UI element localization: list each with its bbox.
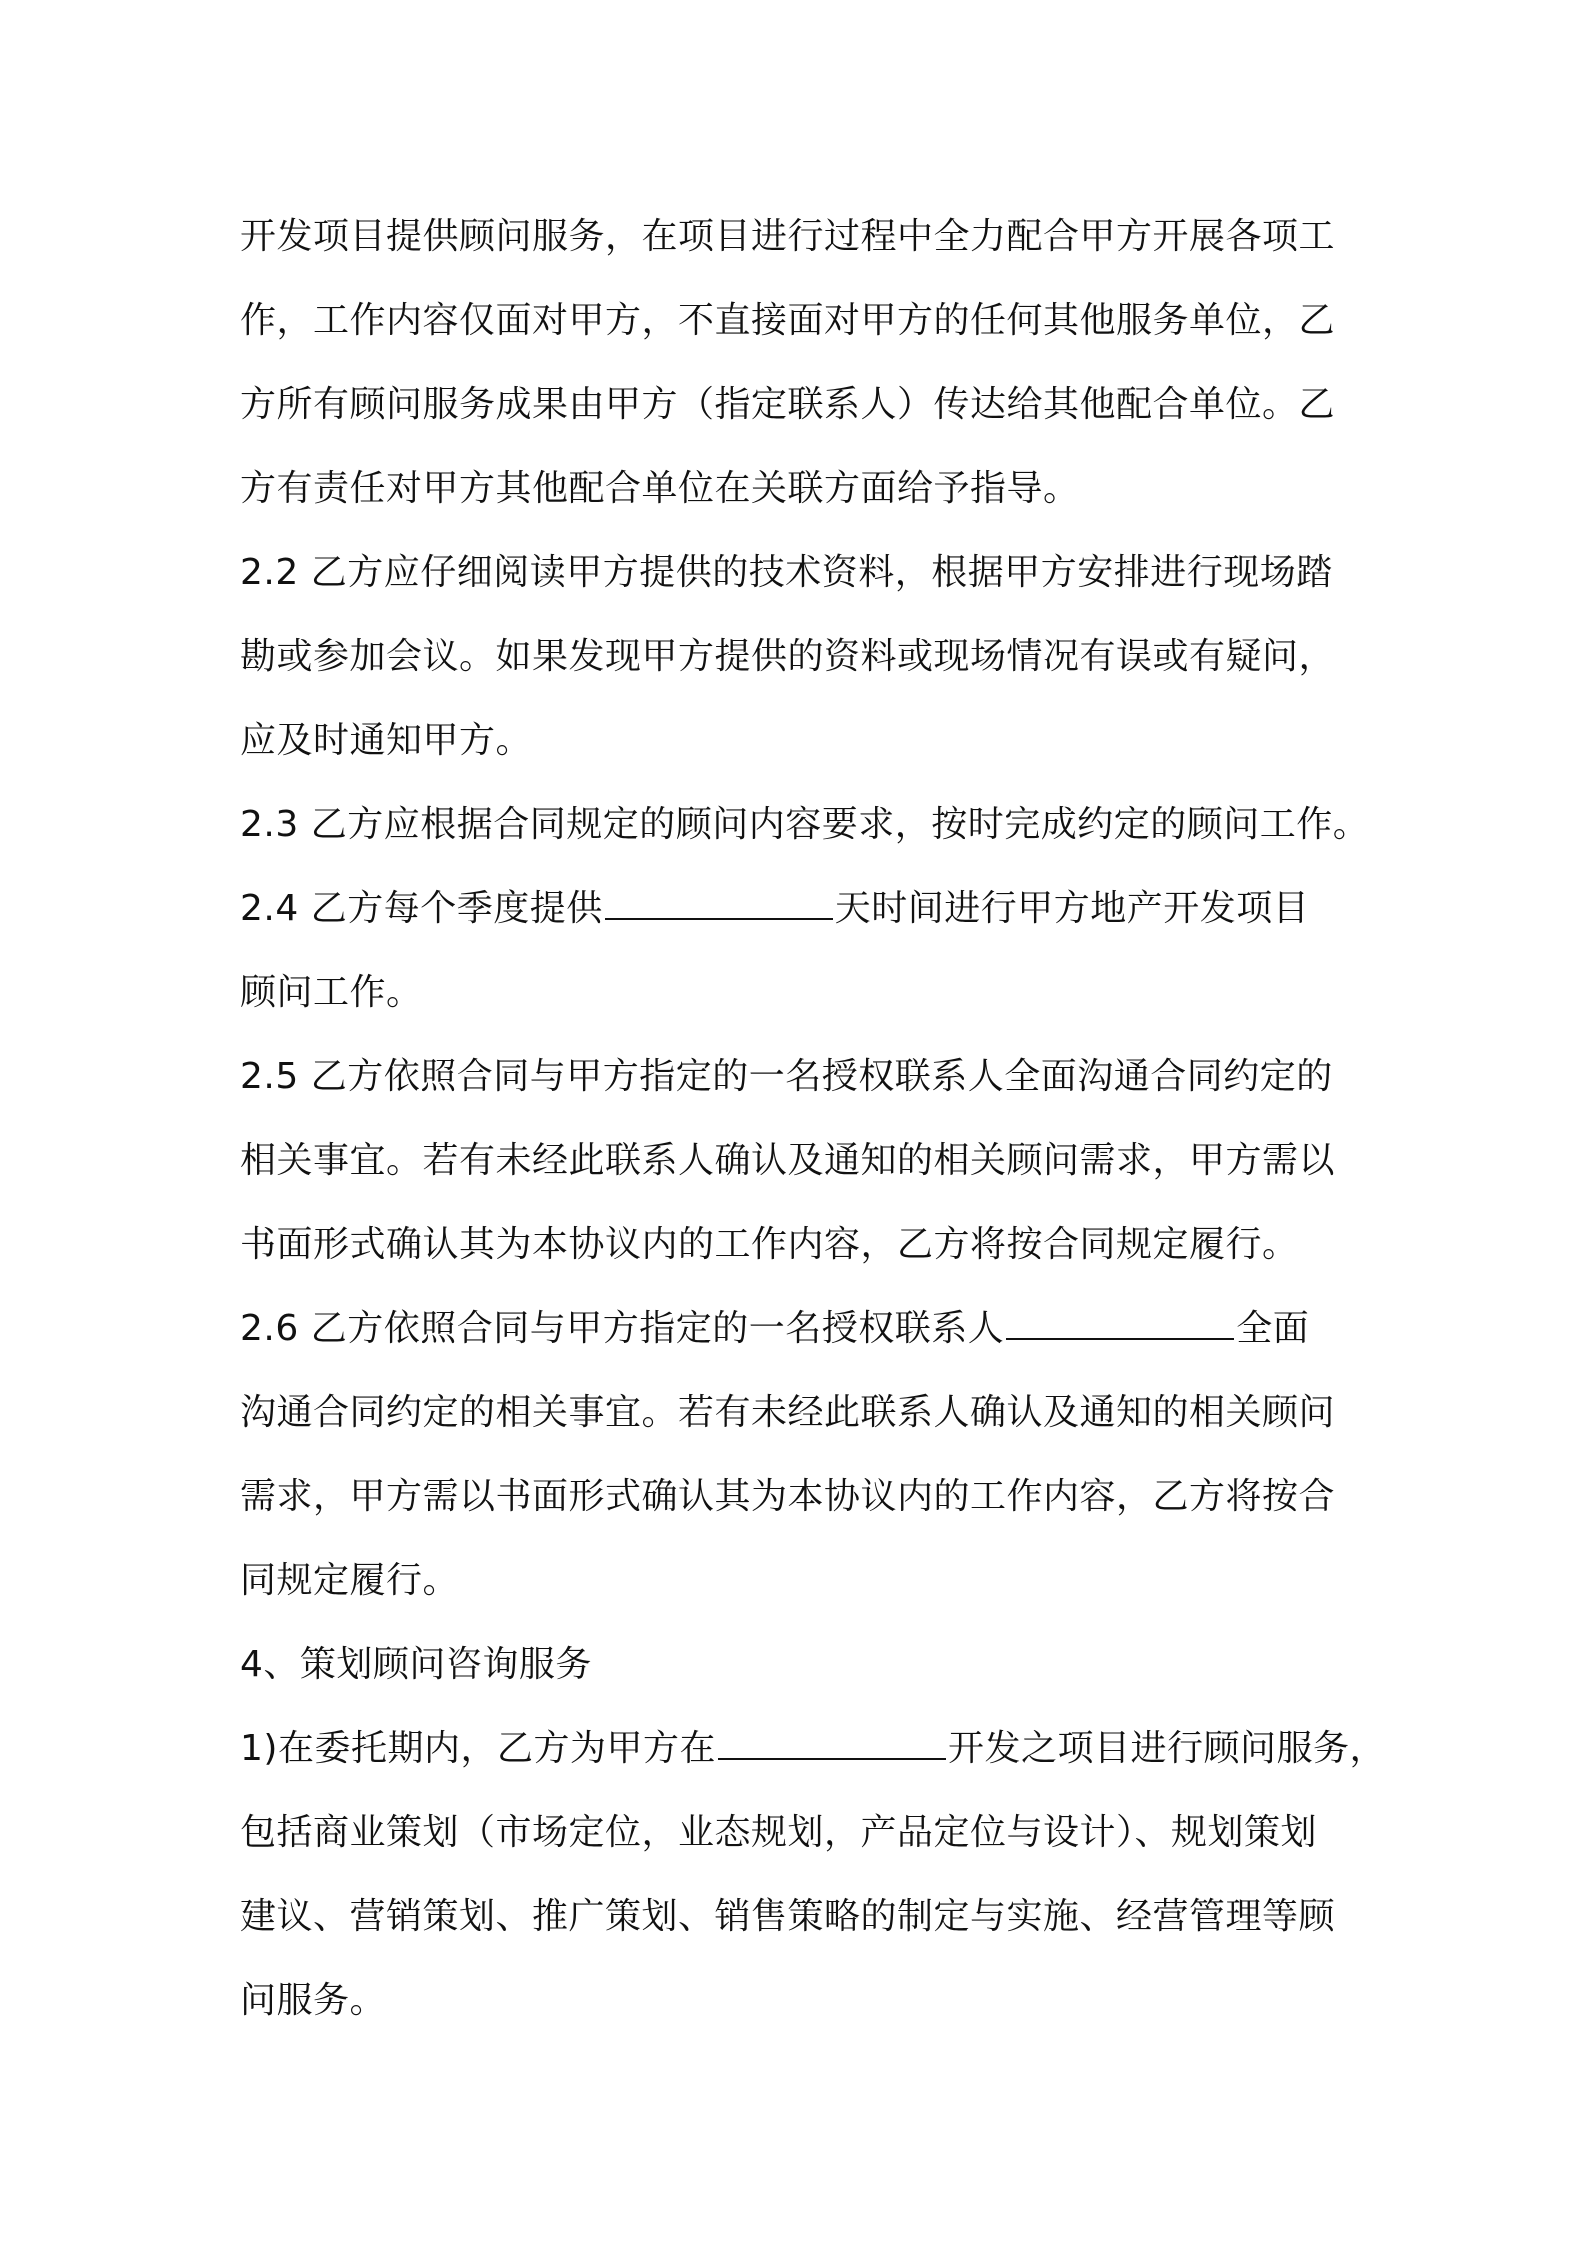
- item-1-line: [240, 1707, 1386, 1791]
- document-body: [240, 195, 1386, 2043]
- item-1-text-after: 开发之项目进行顾问服务，: [947, 1728, 1386, 1769]
- text-line: 需求，甲方需以书面形式确认其为本协议内的工作内容，乙方将按合: [240, 1476, 1336, 1517]
- text-line: 建议、营销策划、推广策划、销售策略的制定与实施、经营管理等顾: [240, 1896, 1336, 1937]
- fill-in-blank-contact: [1006, 1310, 1234, 1340]
- text-line: 包括商业策划（市场定位，业态规划，产品定位与设计）、规划策划: [240, 1812, 1318, 1853]
- clause-2-6-text-after: 全面: [1236, 1308, 1310, 1349]
- section-4-heading: 4、策划顾问咨询服务: [240, 1644, 592, 1685]
- text-line: 开发项目提供顾问服务，在项目进行过程中全力配合甲方开展各项工: [240, 216, 1336, 257]
- text-line: 同规定履行。: [240, 1560, 460, 1601]
- clause-2-3-line: 2.3 乙方应根据合同规定的顾问内容要求，按时完成约定的顾问工作。: [240, 804, 1370, 845]
- fill-in-blank-location: [718, 1730, 946, 1760]
- text-line: 应及时通知甲方。: [240, 720, 533, 761]
- clause-2-6-text-before: 2.6 乙方依照合同与甲方指定的一名授权联系人: [240, 1308, 1005, 1349]
- text-line: 问服务。: [240, 1980, 387, 2021]
- text-line: 方所有顾问服务成果由甲方（指定联系人）传达给其他配合单位。乙: [240, 384, 1336, 425]
- text-line: 顾问工作。: [240, 972, 423, 1013]
- clause-2-4-text-after: 天时间进行甲方地产开发项目: [834, 888, 1310, 929]
- clause-2-6-line: [240, 1287, 1360, 1371]
- text-line: 作，工作内容仅面对甲方，不直接面对甲方的任何其他服务单位，乙: [240, 300, 1336, 341]
- text-line: 勘或参加会议。如果发现甲方提供的资料或现场情况有误或有疑问，: [240, 636, 1336, 677]
- clause-2-4-text-before: 2.4 乙方每个季度提供: [240, 888, 603, 929]
- clause-2-5-line: 2.5 乙方依照合同与甲方指定的一名授权联系人全面沟通合同约定的: [240, 1056, 1333, 1097]
- clause-2-4-line: [240, 867, 1360, 951]
- text-line: 沟通合同约定的相关事宜。若有未经此联系人确认及通知的相关顾问: [240, 1392, 1336, 1433]
- text-line: 相关事宜。若有未经此联系人确认及通知的相关顾问需求，甲方需以: [240, 1140, 1336, 1181]
- text-line: 书面形式确认其为本协议内的工作内容，乙方将按合同规定履行。: [240, 1224, 1299, 1265]
- fill-in-blank-days: [605, 890, 833, 920]
- item-1-text-before: 1)在委托期内，乙方为甲方在: [240, 1728, 716, 1769]
- clause-2-2-line: 2.2 乙方应仔细阅读甲方提供的技术资料，根据甲方安排进行现场踏: [240, 552, 1333, 593]
- text-line: 方有责任对甲方其他配合单位在关联方面给予指导。: [240, 468, 1080, 509]
